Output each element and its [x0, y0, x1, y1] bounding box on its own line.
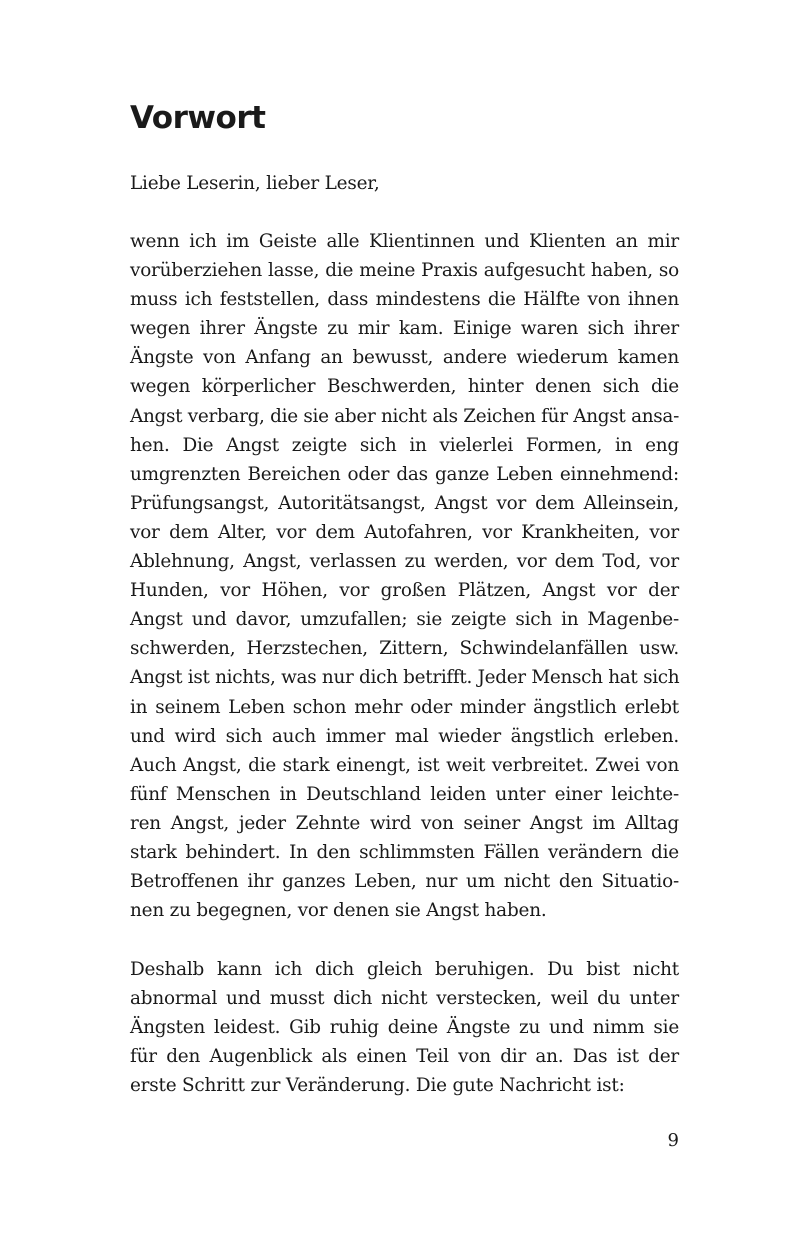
salutation [130, 169, 679, 198]
text-line-last: nen zu begegnen, vor denen sie Angst haben. [130, 900, 547, 922]
text-line: abnormal und musst dich nicht verstecken, weil du unter [130, 988, 679, 1010]
text-line: für den Augenblick als einen Teil von dir an. Das ist der [130, 1046, 679, 1068]
text-line: umgrenzten Bereichen oder das ganze Leben einnehmend: [130, 463, 679, 485]
text-line: Angst und davor, umzufallen; sie zeigte sich in Magenbe- [130, 609, 679, 631]
page-number: 9 [667, 1130, 679, 1151]
text-line: schwerden, Herzstechen, Zittern, Schwindelanfällen usw. [130, 638, 679, 660]
text-line: Ängsten leidest. Gib ruhig deine Ängste zu und nimm sie [130, 1017, 679, 1039]
text-line: vor dem Alter, vor dem Autofahren, vor Krankheiten, vor [130, 521, 679, 543]
text-line: ren Angst, jeder Zehnte wird von seiner Angst im Alltag [130, 812, 679, 834]
text-line: muss ich feststellen, dass mindestens die Hälfte von ihnen [130, 289, 679, 311]
text-line: wegen körperlicher Beschwerden, hinter denen sich die [130, 376, 679, 398]
paragraph-1 [130, 227, 679, 925]
text-line: Prüfungsangst, Autoritätsangst, Angst vor dem Alleinsein, [130, 492, 679, 514]
chapter-heading: Vorwort [130, 100, 266, 136]
text-line: wenn ich im Geiste alle Klientinnen und Klienten an mir [130, 231, 679, 252]
text-line: in seinem Leben schon mehr oder minder ängstlich erlebt [130, 696, 679, 718]
text-line: Ablehnung, Angst, verlassen zu werden, vor dem Tod, vor [130, 551, 679, 573]
text-line: hen. Die Angst zeigte sich in vielerlei Formen, in eng [130, 434, 679, 456]
text-line: wegen ihrer Ängste zu mir kam. Einige waren sich ihrer [130, 318, 679, 340]
text-line: Deshalb kann ich dich gleich beruhigen. Du bist nicht [130, 959, 679, 980]
text-line: Auch Angst, die stark einengt, ist weit verbreitet. Zwei von [130, 754, 679, 776]
text-line-last: erste Schritt zur Veränderung. Die gute Nachricht ist: [130, 1075, 625, 1097]
text-line: stark behindert. In den schlimmsten Fällen verändern die [130, 841, 679, 863]
salutation-line: Liebe Leserin, lieber Leser, [130, 173, 380, 194]
text-line: fünf Menschen in Deutschland leiden unter einer leichte- [130, 783, 679, 805]
text-line: Betroffenen ihr ganzes Leben, nur um nicht den Situatio- [130, 871, 679, 893]
text-line: Angst verbarg, die sie aber nicht als Zeichen für Angst ansa- [130, 405, 679, 427]
paragraph-2 [130, 955, 679, 1100]
text-line: Angst ist nichts, was nur dich betrifft. Jeder Mensch hat sich [130, 667, 680, 689]
text-line: Ängste von Anfang an bewusst, andere wiederum kamen [130, 347, 679, 369]
text-line: vorüberziehen lasse, die meine Praxis aufgesucht haben, so [130, 260, 679, 282]
text-line: Hunden, vor Höhen, vor großen Plätzen, Angst vor der [130, 580, 679, 602]
text-line: und wird sich auch immer mal wieder ängstlich erleben. [130, 725, 679, 747]
